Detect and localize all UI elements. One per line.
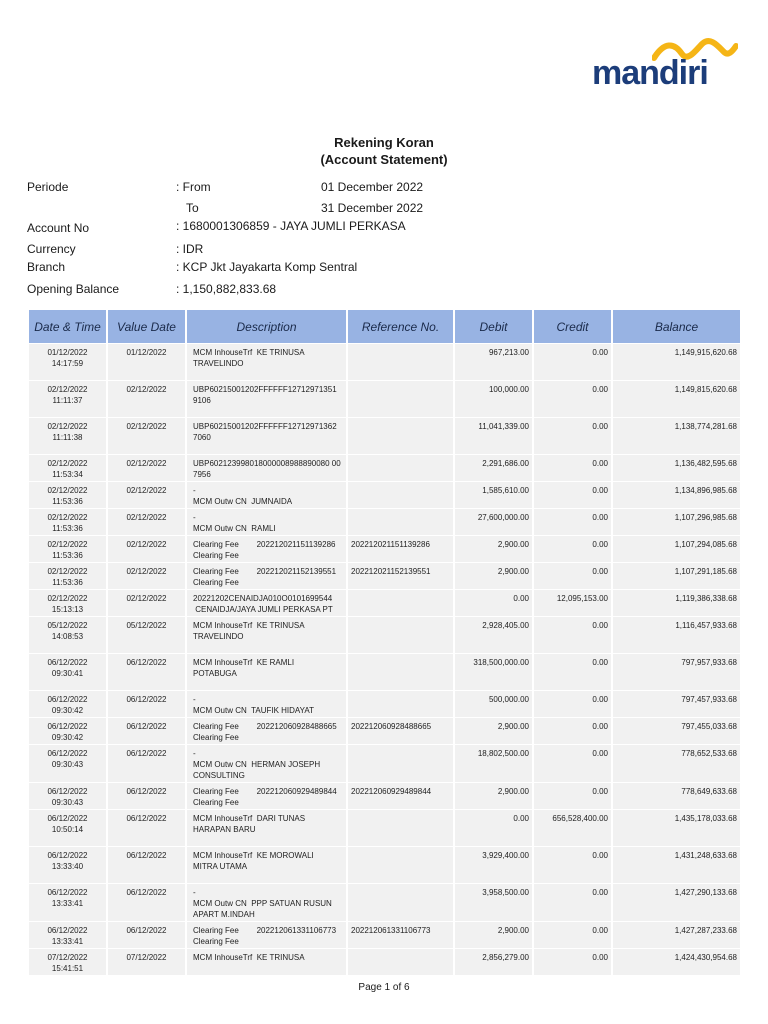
cell-description	[187, 509, 346, 535]
cell-description-line: 7060	[193, 433, 211, 442]
cell-time: 11:11:38	[52, 433, 83, 442]
cell-reference	[348, 745, 453, 782]
cell-time: 14:17:59	[51, 359, 84, 368]
cell-date-time	[29, 344, 106, 380]
cell-debit: 1,585,610.00	[455, 482, 532, 508]
cell-credit: 0.00	[534, 691, 611, 717]
cell-time: 15:13:13	[51, 605, 84, 614]
opening-balance-label: Opening Balance	[27, 282, 120, 296]
cell-description	[187, 691, 346, 717]
cell-reference	[348, 949, 453, 975]
cell-value-date: 02/12/2022	[108, 590, 185, 616]
cell-description-line: 9106	[193, 396, 211, 405]
table-row	[29, 810, 740, 846]
cell-description-line: Clearing Fee	[193, 798, 239, 807]
cell-value-date: 06/12/2022	[108, 745, 185, 782]
cell-credit: 0.00	[534, 536, 611, 562]
cell-balance: 1,149,815,620.68	[613, 381, 740, 417]
cell-date-time	[29, 654, 106, 690]
cell-date: 06/12/2022	[47, 926, 88, 935]
cell-description-line: UBP60215001202FFFFFF12712971362	[193, 422, 337, 431]
cell-debit: 967,213.00	[455, 344, 532, 380]
cell-description	[187, 718, 346, 744]
cell-date-time	[29, 536, 106, 562]
cell-time: 13:33:41	[51, 899, 84, 908]
cell-date: 05/12/2022	[47, 621, 88, 630]
cell-description-line: APART M.INDAH	[193, 910, 255, 919]
table-row	[29, 590, 740, 616]
cell-description	[187, 949, 346, 975]
account-label: Account No	[27, 221, 90, 235]
table-row	[29, 563, 740, 589]
cell-debit: 18,802,500.00	[455, 745, 532, 782]
cell-date-time	[29, 381, 106, 417]
cell-time: 09:30:43	[51, 760, 84, 769]
cell-description-line: Clearing Fee 202212061331106773	[193, 926, 337, 935]
cell-balance: 797,455,033.68	[613, 718, 740, 744]
cell-description-line: Clearing Fee 202212060928488665	[193, 722, 337, 731]
table-row	[29, 654, 740, 690]
cell-description-line: -	[193, 486, 196, 495]
cell-balance: 1,427,290,133.68	[613, 884, 740, 921]
cell-description-line: POTABUGA	[193, 669, 237, 678]
cell-credit: 0.00	[534, 455, 611, 481]
cell-date-time	[29, 590, 106, 616]
table-row	[29, 482, 740, 508]
cell-date-time	[29, 847, 106, 883]
cell-description-line: HARAPAN BARU	[193, 825, 256, 834]
cell-description-line: UBP602123998018000008988890080 00	[193, 459, 341, 468]
opening-balance-value: : 1,150,882,833.68	[176, 282, 277, 296]
cell-description	[187, 418, 346, 454]
cell-description-line: MCM Outw CN JUMNAIDA	[193, 497, 293, 506]
cell-debit: 0.00	[455, 590, 532, 616]
table-row	[29, 536, 740, 562]
header-value-date: Value Date	[108, 310, 185, 343]
cell-reference: 202212021151139286	[348, 536, 453, 562]
table-row	[29, 418, 740, 454]
cell-debit: 2,900.00	[455, 922, 532, 948]
cell-description-line: Clearing Fee	[193, 578, 239, 587]
cell-date-time	[29, 745, 106, 782]
cell-debit: 318,500,000.00	[455, 654, 532, 690]
table-row	[29, 344, 740, 380]
cell-description	[187, 783, 346, 809]
cell-balance: 797,957,933.68	[613, 654, 740, 690]
cell-date: 02/12/2022	[47, 513, 88, 522]
cell-date: 06/12/2022	[47, 658, 88, 667]
cell-description-line: MCM Outw CN TAUFIK HIDAYAT	[193, 706, 315, 715]
cell-description	[187, 617, 346, 653]
cell-description-line: TRAVELINDO	[193, 359, 244, 368]
cell-balance: 1,107,291,185.68	[613, 563, 740, 589]
title-line2: (Account Statement)	[320, 152, 448, 167]
branch-label: Branch	[27, 260, 66, 274]
cell-credit: 0.00	[534, 418, 611, 454]
table-row	[29, 745, 740, 782]
cell-value-date: 02/12/2022	[108, 536, 185, 562]
cell-value-date: 02/12/2022	[108, 563, 185, 589]
cell-description-line: Clearing Fee	[193, 937, 239, 946]
table-row	[29, 617, 740, 653]
header-balance: Balance	[613, 310, 740, 343]
cell-credit: 656,528,400.00	[534, 810, 611, 846]
cell-description-line: -	[193, 749, 196, 758]
cell-credit: 0.00	[534, 617, 611, 653]
table-row	[29, 783, 740, 809]
cell-credit: 0.00	[534, 949, 611, 975]
cell-date: 02/12/2022	[47, 459, 88, 468]
cell-description-line: Clearing Fee 202212021151139286	[193, 540, 336, 549]
cell-date-time	[29, 884, 106, 921]
cell-value-date: 06/12/2022	[108, 922, 185, 948]
cell-debit: 2,900.00	[455, 718, 532, 744]
cell-date: 02/12/2022	[47, 567, 88, 576]
cell-time: 09:30:43	[51, 798, 84, 807]
cell-balance: 1,149,915,620.68	[613, 344, 740, 380]
cell-date: 06/12/2022	[47, 787, 88, 796]
cell-balance: 1,431,248,633.68	[613, 847, 740, 883]
cell-credit: 0.00	[534, 922, 611, 948]
cell-time: 11:53:36	[52, 524, 83, 533]
cell-date: 07/12/2022	[47, 953, 88, 962]
cell-reference: 202212021152139551	[348, 563, 453, 589]
from-value: 01 December 2022	[321, 180, 424, 194]
cell-time: 14:08:53	[51, 632, 84, 641]
cell-date-time	[29, 563, 106, 589]
cell-balance: 778,649,633.68	[613, 783, 740, 809]
cell-value-date: 02/12/2022	[108, 455, 185, 481]
cell-description-line: MCM InhouseTrf KE TRINUSA	[193, 621, 305, 630]
cell-reference	[348, 590, 453, 616]
cell-date: 06/12/2022	[47, 851, 88, 860]
mandiri-logo	[592, 36, 742, 96]
cell-value-date: 06/12/2022	[108, 691, 185, 717]
cell-description	[187, 536, 346, 562]
header-description: Description	[187, 310, 346, 343]
cell-reference: 202212061331106773	[348, 922, 453, 948]
cell-date-time	[29, 509, 106, 535]
cell-date-time	[29, 418, 106, 454]
cell-description-line: -	[193, 513, 196, 522]
currency-label: Currency	[27, 242, 76, 256]
cell-reference: 202212060929489844	[348, 783, 453, 809]
cell-date-time	[29, 617, 106, 653]
cell-description-line: MCM Outw CN HERMAN JOSEPH	[193, 760, 321, 769]
cell-description-line: CENAIDJA/JAYA JUMLI PERKASA PT	[193, 605, 333, 614]
cell-reference	[348, 617, 453, 653]
statement-table	[27, 309, 742, 976]
cell-reference	[348, 509, 453, 535]
cell-balance: 1,107,296,985.68	[613, 509, 740, 535]
header-debit: Debit	[455, 310, 532, 343]
cell-debit: 2,928,405.00	[455, 617, 532, 653]
cell-description	[187, 381, 346, 417]
cell-balance: 1,427,287,233.68	[613, 922, 740, 948]
title-line1: Rekening Koran	[334, 135, 434, 150]
cell-date: 01/12/2022	[47, 348, 88, 357]
cell-date-time	[29, 783, 106, 809]
cell-description-line: CONSULTING	[193, 771, 245, 780]
cell-balance: 1,107,294,085.68	[613, 536, 740, 562]
cell-reference	[348, 418, 453, 454]
cell-time: 11:53:36	[52, 497, 83, 506]
cell-description-line: MCM Outw CN PPP SATUAN RUSUN	[193, 899, 332, 908]
periode-label: Periode	[27, 180, 69, 194]
cell-reference	[348, 654, 453, 690]
cell-description	[187, 922, 346, 948]
cell-debit: 0.00	[455, 810, 532, 846]
cell-debit: 27,600,000.00	[455, 509, 532, 535]
cell-reference	[348, 482, 453, 508]
cell-time: 11:53:34	[52, 470, 83, 479]
logo-text: mandiri	[592, 54, 708, 92]
cell-value-date: 06/12/2022	[108, 654, 185, 690]
cell-debit: 3,929,400.00	[455, 847, 532, 883]
cell-description-line: MCM InhouseTrf DARI TUNAS	[193, 814, 306, 823]
cell-credit: 0.00	[534, 745, 611, 782]
cell-description	[187, 745, 346, 782]
cell-date: 02/12/2022	[47, 594, 88, 603]
table-row	[29, 922, 740, 948]
cell-debit: 500,000.00	[455, 691, 532, 717]
cell-description-line: Clearing Fee	[193, 733, 239, 742]
cell-credit: 12,095,153.00	[534, 590, 611, 616]
table-row	[29, 381, 740, 417]
cell-date: 06/12/2022	[47, 722, 88, 731]
cell-balance: 778,652,533.68	[613, 745, 740, 782]
cell-credit: 0.00	[534, 718, 611, 744]
table-row	[29, 718, 740, 744]
cell-balance: 1,138,774,281.68	[613, 418, 740, 454]
cell-reference	[348, 455, 453, 481]
cell-reference	[348, 344, 453, 380]
cell-date-time	[29, 949, 106, 975]
cell-description-line: TRAVELINDO	[193, 632, 244, 641]
cell-balance: 797,457,933.68	[613, 691, 740, 717]
cell-description	[187, 455, 346, 481]
cell-value-date: 06/12/2022	[108, 718, 185, 744]
cell-date: 02/12/2022	[47, 540, 88, 549]
cell-credit: 0.00	[534, 509, 611, 535]
table-row	[29, 691, 740, 717]
cell-balance: 1,134,896,985.68	[613, 482, 740, 508]
cell-debit: 2,291,686.00	[455, 455, 532, 481]
cell-value-date: 06/12/2022	[108, 884, 185, 921]
cell-balance: 1,116,457,933.68	[613, 617, 740, 653]
cell-balance: 1,424,430,954.68	[613, 949, 740, 975]
cell-description	[187, 482, 346, 508]
cell-description-line: Clearing Fee 202212060929489844	[193, 787, 337, 796]
cell-value-date: 02/12/2022	[108, 509, 185, 535]
cell-time: 09:30:42	[51, 706, 84, 715]
cell-value-date: 02/12/2022	[108, 381, 185, 417]
cell-value-date: 05/12/2022	[108, 617, 185, 653]
cell-description-line: -	[193, 695, 196, 704]
to-value: 31 December 2022	[321, 201, 424, 215]
cell-time: 09:30:42	[51, 733, 84, 742]
cell-description-line: MITRA UTAMA	[193, 862, 248, 871]
cell-date: 02/12/2022	[47, 385, 88, 394]
cell-debit: 2,900.00	[455, 536, 532, 562]
cell-debit: 2,856,279.00	[455, 949, 532, 975]
header-reference: Reference No.	[348, 310, 453, 343]
cell-date-time	[29, 810, 106, 846]
cell-debit: 2,900.00	[455, 783, 532, 809]
cell-time: 15:41:51	[51, 964, 84, 973]
cell-credit: 0.00	[534, 381, 611, 417]
currency-value: : IDR	[176, 242, 204, 256]
cell-credit: 0.00	[534, 654, 611, 690]
cell-date-time	[29, 691, 106, 717]
cell-reference	[348, 810, 453, 846]
to-label: To	[186, 201, 199, 215]
cell-value-date: 02/12/2022	[108, 482, 185, 508]
cell-debit: 100,000.00	[455, 381, 532, 417]
table-row	[29, 455, 740, 481]
cell-reference	[348, 847, 453, 883]
cell-debit: 2,900.00	[455, 563, 532, 589]
cell-date-time	[29, 482, 106, 508]
cell-credit: 0.00	[534, 847, 611, 883]
cell-date: 06/12/2022	[47, 814, 88, 823]
page-number: Page 1 of 6	[358, 982, 410, 993]
cell-time: 11:53:36	[52, 551, 83, 560]
cell-reference: 202212060928488665	[348, 718, 453, 744]
cell-time: 13:33:41	[51, 937, 84, 946]
account-value: : 1680001306859 - JAYA JUMLI PERKASA	[176, 219, 406, 233]
cell-value-date: 06/12/2022	[108, 810, 185, 846]
table-row	[29, 509, 740, 535]
cell-date-time	[29, 922, 106, 948]
cell-date: 06/12/2022	[47, 695, 88, 704]
cell-debit: 3,958,500.00	[455, 884, 532, 921]
from-label: : From	[176, 180, 211, 194]
cell-value-date: 01/12/2022	[108, 344, 185, 380]
table-row	[29, 884, 740, 921]
cell-description-line: Clearing Fee 202212021152139551	[193, 567, 337, 576]
cell-balance: 1,119,386,338.68	[613, 590, 740, 616]
cell-description	[187, 654, 346, 690]
cell-description-line: -	[193, 888, 196, 897]
header-credit: Credit	[534, 310, 611, 343]
cell-description-line: MCM InhouseTrf KE RAMLI	[193, 658, 295, 667]
cell-credit: 0.00	[534, 884, 611, 921]
cell-description	[187, 810, 346, 846]
cell-reference	[348, 691, 453, 717]
header-date-time: Date & Time	[29, 310, 106, 343]
cell-description-line: Clearing Fee	[193, 551, 239, 560]
cell-reference	[348, 381, 453, 417]
cell-date: 02/12/2022	[47, 486, 88, 495]
table-row	[29, 847, 740, 883]
cell-description-line: MCM InhouseTrf KE TRINUSA	[193, 348, 305, 357]
cell-description-line: 20221202CENAIDJA010O0101699544	[193, 594, 333, 603]
cell-credit: 0.00	[534, 563, 611, 589]
page-title	[0, 134, 768, 168]
cell-time: 10:50:14	[51, 825, 84, 834]
cell-time: 09:30:41	[51, 669, 84, 678]
cell-value-date: 06/12/2022	[108, 847, 185, 883]
cell-value-date: 02/12/2022	[108, 418, 185, 454]
cell-description	[187, 847, 346, 883]
cell-date: 06/12/2022	[47, 749, 88, 758]
cell-date-time	[29, 718, 106, 744]
cell-value-date: 07/12/2022	[108, 949, 185, 975]
cell-description-line: 7956	[193, 470, 211, 479]
cell-debit: 11,041,339.00	[455, 418, 532, 454]
cell-description-line: MCM Outw CN RAMLI	[193, 524, 276, 533]
cell-date-time	[29, 455, 106, 481]
cell-balance: 1,435,178,033.68	[613, 810, 740, 846]
cell-value-date: 06/12/2022	[108, 783, 185, 809]
cell-time: 11:11:37	[52, 396, 83, 405]
cell-description-line: UBP60215001202FFFFFF12712971351	[193, 385, 337, 394]
cell-description-line: MCM InhouseTrf KE TRINUSA	[193, 953, 305, 962]
table-row	[29, 949, 740, 975]
cell-credit: 0.00	[534, 482, 611, 508]
cell-reference	[348, 884, 453, 921]
branch-value: : KCP Jkt Jayakarta Komp Sentral	[176, 260, 358, 274]
cell-date: 06/12/2022	[47, 888, 88, 897]
cell-description	[187, 590, 346, 616]
cell-description-line: MCM InhouseTrf KE MOROWALI	[193, 851, 314, 860]
cell-description	[187, 344, 346, 380]
cell-description	[187, 884, 346, 921]
cell-time: 13:33:40	[51, 862, 84, 871]
cell-credit: 0.00	[534, 783, 611, 809]
cell-time: 11:53:36	[52, 578, 83, 587]
cell-balance: 1,136,482,595.68	[613, 455, 740, 481]
table-header-row	[29, 310, 740, 343]
cell-date: 02/12/2022	[47, 422, 88, 431]
cell-credit: 0.00	[534, 344, 611, 380]
cell-description	[187, 563, 346, 589]
